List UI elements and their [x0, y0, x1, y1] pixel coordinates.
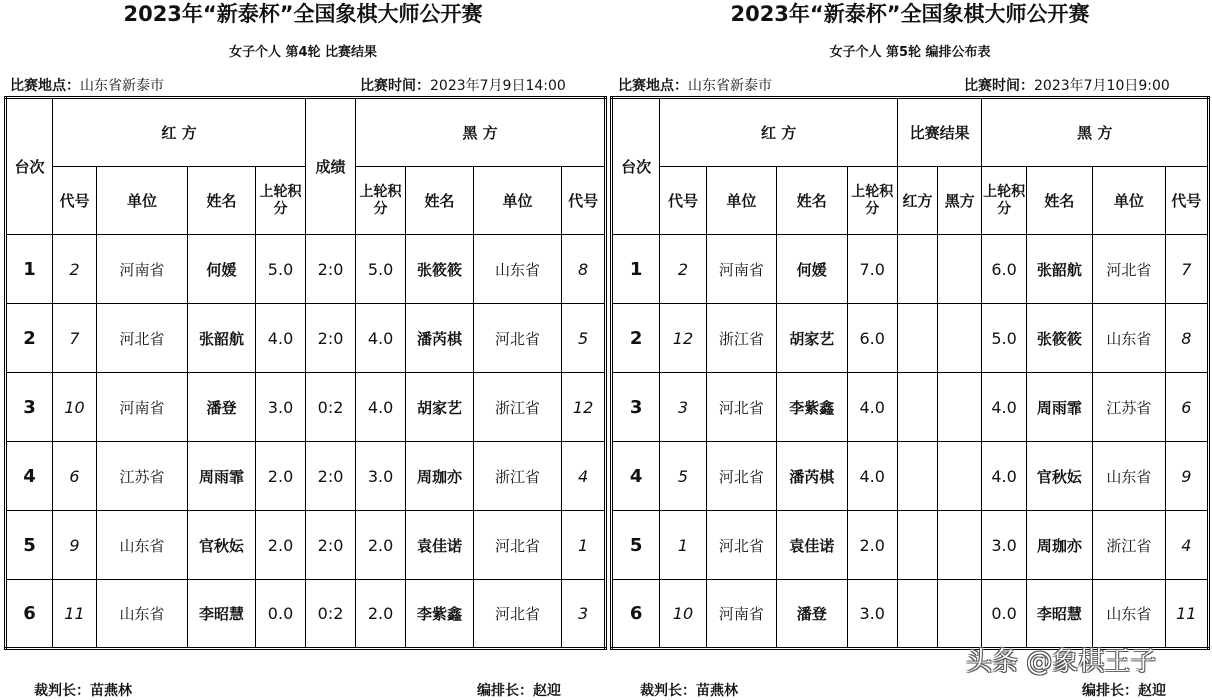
match-result: 2:0 — [306, 511, 356, 580]
black-code: 8 — [562, 235, 606, 304]
red-name: 官秋妘 — [188, 511, 256, 580]
venue-line — [618, 75, 772, 95]
venue-value: 山东省新泰市 — [80, 78, 164, 94]
header-result-black: 黑方 — [938, 167, 982, 235]
red-unit: 河南省 — [706, 580, 776, 649]
result-red-blank — [897, 511, 937, 580]
red-code: 2 — [660, 235, 706, 304]
chief-arranger: 编排长：赵迎 — [1082, 683, 1166, 699]
match-result: 0:2 — [306, 373, 356, 442]
black-prev-score: 3.0 — [356, 442, 406, 511]
red-name: 李紫鑫 — [777, 373, 847, 442]
black-name: 胡家艺 — [406, 373, 474, 442]
result-black-blank — [938, 442, 982, 511]
red-code: 5 — [660, 442, 706, 511]
table-number: 6 — [6, 580, 53, 649]
red-unit: 江苏省 — [97, 442, 188, 511]
red-prev-score: 3.0 — [256, 373, 306, 442]
table-number: 4 — [6, 442, 53, 511]
red-unit: 河北省 — [706, 511, 776, 580]
header-black-prev-score: 上轮积分 — [356, 167, 406, 235]
red-prev-score: 0.0 — [256, 580, 306, 649]
red-prev-score: 4.0 — [847, 373, 897, 442]
table-row — [6, 442, 606, 511]
result-black-blank — [938, 580, 982, 649]
black-prev-score: 4.0 — [982, 442, 1026, 511]
red-code: 3 — [660, 373, 706, 442]
black-name: 袁佳诺 — [406, 511, 474, 580]
table-number: 3 — [6, 373, 53, 442]
red-prev-score: 7.0 — [847, 235, 897, 304]
red-unit: 山东省 — [97, 580, 188, 649]
table-row — [6, 580, 606, 649]
match-result: 2:0 — [306, 442, 356, 511]
result-red-blank — [897, 235, 937, 304]
table-row — [612, 373, 1209, 442]
table-number: 2 — [612, 304, 660, 373]
black-prev-score: 6.0 — [982, 235, 1026, 304]
black-name: 潘芮棋 — [406, 304, 474, 373]
result-red-blank — [897, 304, 937, 373]
header-black-side: 黑 方 — [982, 98, 1209, 167]
header-black-side: 黑 方 — [356, 98, 606, 167]
chief-judge: 裁判长：苗燕林 — [34, 683, 132, 699]
black-code: 11 — [1165, 580, 1208, 649]
tournament-title: 2023年“新泰杯”全国象棋大师公开赛 — [123, 2, 483, 26]
header-red-side: 红 方 — [53, 98, 306, 167]
table-row — [612, 511, 1209, 580]
red-code: 9 — [53, 511, 97, 580]
table-number: 5 — [612, 511, 660, 580]
red-name: 张韶航 — [188, 304, 256, 373]
header-red-name: 姓名 — [188, 167, 256, 235]
table-row — [612, 442, 1209, 511]
black-name: 李昭慧 — [1026, 580, 1092, 649]
black-code: 5 — [562, 304, 606, 373]
black-unit: 山东省 — [1093, 580, 1165, 649]
black-code: 1 — [562, 511, 606, 580]
red-unit: 河北省 — [97, 304, 188, 373]
table-row — [612, 304, 1209, 373]
header-black-unit: 单位 — [474, 167, 562, 235]
time-label: 比赛时间： — [964, 78, 1034, 94]
black-prev-score: 2.0 — [356, 580, 406, 649]
red-prev-score: 2.0 — [847, 511, 897, 580]
table-row — [6, 511, 606, 580]
result-red-blank — [897, 442, 937, 511]
red-prev-score: 2.0 — [256, 511, 306, 580]
red-unit: 河南省 — [97, 373, 188, 442]
sheet-subtitle: 女子个人 第4轮 比赛结果 — [228, 45, 378, 60]
red-unit: 河北省 — [706, 442, 776, 511]
black-unit: 河北省 — [474, 580, 562, 649]
black-prev-score: 4.0 — [356, 373, 406, 442]
black-unit: 河北省 — [1093, 235, 1165, 304]
table-row — [6, 235, 606, 304]
black-prev-score: 2.0 — [356, 511, 406, 580]
red-name: 袁佳诺 — [777, 511, 847, 580]
red-prev-score: 6.0 — [847, 304, 897, 373]
table-row — [612, 235, 1209, 304]
black-prev-score: 4.0 — [982, 373, 1026, 442]
black-code: 7 — [1165, 235, 1208, 304]
black-prev-score: 4.0 — [356, 304, 406, 373]
red-unit: 山东省 — [97, 511, 188, 580]
header-red-unit: 单位 — [97, 167, 188, 235]
table-number: 4 — [612, 442, 660, 511]
match-result: 2:0 — [306, 304, 356, 373]
red-prev-score: 4.0 — [847, 442, 897, 511]
header-match-result: 比赛结果 — [897, 98, 982, 167]
black-unit: 河北省 — [474, 511, 562, 580]
black-code: 3 — [562, 580, 606, 649]
table-number: 2 — [6, 304, 53, 373]
red-name: 周雨霏 — [188, 442, 256, 511]
black-prev-score: 5.0 — [356, 235, 406, 304]
black-unit: 山东省 — [1093, 304, 1165, 373]
venue-line — [10, 75, 164, 95]
black-unit: 河北省 — [474, 304, 562, 373]
time-value: 2023年7月10日9:00 — [1034, 78, 1170, 94]
header-red-side: 红 方 — [660, 98, 898, 167]
red-name: 潘登 — [188, 373, 256, 442]
time-label: 比赛时间： — [360, 78, 430, 94]
header-red-prev-score: 上轮积分 — [256, 167, 306, 235]
black-name: 周雨霏 — [1026, 373, 1092, 442]
header-result: 成绩 — [306, 98, 356, 235]
result-black-blank — [938, 511, 982, 580]
time-line — [360, 75, 566, 95]
red-name: 李昭慧 — [188, 580, 256, 649]
red-name: 何媛 — [777, 235, 847, 304]
header-red-unit: 单位 — [706, 167, 776, 235]
black-name: 周珈亦 — [1026, 511, 1092, 580]
red-prev-score: 2.0 — [256, 442, 306, 511]
table-number: 1 — [6, 235, 53, 304]
red-code: 6 — [53, 442, 97, 511]
black-code: 4 — [1165, 511, 1208, 580]
result-black-blank — [938, 373, 982, 442]
red-unit: 河南省 — [97, 235, 188, 304]
black-name: 周珈亦 — [406, 442, 474, 511]
header-black-prev-score: 上轮积分 — [982, 167, 1026, 235]
header-red-prev-score: 上轮积分 — [847, 167, 897, 235]
header-table-no: 台次 — [612, 98, 660, 235]
venue-label: 比赛地点： — [618, 78, 688, 94]
red-name: 何媛 — [188, 235, 256, 304]
black-unit: 江苏省 — [1093, 373, 1165, 442]
black-name: 张筱筱 — [1026, 304, 1092, 373]
black-unit: 山东省 — [474, 235, 562, 304]
red-name: 潘登 — [777, 580, 847, 649]
black-prev-score: 0.0 — [982, 580, 1026, 649]
black-prev-score: 5.0 — [982, 304, 1026, 373]
table-row — [6, 373, 606, 442]
red-prev-score: 4.0 — [256, 304, 306, 373]
red-prev-score: 5.0 — [256, 235, 306, 304]
black-code: 4 — [562, 442, 606, 511]
table-number: 5 — [6, 511, 53, 580]
table-number: 6 — [612, 580, 660, 649]
black-unit: 浙江省 — [474, 373, 562, 442]
table-row — [6, 304, 606, 373]
red-code: 1 — [660, 511, 706, 580]
match-result: 0:2 — [306, 580, 356, 649]
pairing-table — [610, 96, 1210, 650]
red-code: 10 — [660, 580, 706, 649]
red-prev-score: 3.0 — [847, 580, 897, 649]
table-row — [612, 580, 1209, 649]
header-black-code: 代号 — [562, 167, 606, 235]
red-unit: 河北省 — [706, 373, 776, 442]
header-black-code: 代号 — [1165, 167, 1208, 235]
venue-value: 山东省新泰市 — [688, 78, 772, 94]
result-red-blank — [897, 373, 937, 442]
black-name: 李紫鑫 — [406, 580, 474, 649]
red-name: 胡家艺 — [777, 304, 847, 373]
header-black-unit: 单位 — [1093, 167, 1165, 235]
chief-arranger: 编排长：赵迎 — [477, 683, 561, 699]
header-table-no: 台次 — [6, 98, 53, 235]
red-unit: 河南省 — [706, 235, 776, 304]
table-number: 3 — [612, 373, 660, 442]
sheet-subtitle: 女子个人 第5轮 编排公布表 — [829, 45, 991, 60]
red-code: 10 — [53, 373, 97, 442]
header-result-red: 红方 — [897, 167, 937, 235]
header-black-name: 姓名 — [1026, 167, 1092, 235]
red-code: 12 — [660, 304, 706, 373]
header-black-name: 姓名 — [406, 167, 474, 235]
red-code: 7 — [53, 304, 97, 373]
match-result: 2:0 — [306, 235, 356, 304]
venue-label: 比赛地点： — [10, 78, 80, 94]
black-unit: 山东省 — [1093, 442, 1165, 511]
watermark-text: 头条 @象棋王子 — [966, 647, 1157, 677]
result-black-blank — [938, 235, 982, 304]
black-code: 8 — [1165, 304, 1208, 373]
black-code: 6 — [1165, 373, 1208, 442]
time-line — [964, 75, 1170, 95]
header-red-code: 代号 — [660, 167, 706, 235]
red-unit: 浙江省 — [706, 304, 776, 373]
black-code: 9 — [1165, 442, 1208, 511]
header-red-code: 代号 — [53, 167, 97, 235]
red-code: 2 — [53, 235, 97, 304]
black-code: 12 — [562, 373, 606, 442]
black-name: 张筱筱 — [406, 235, 474, 304]
black-prev-score: 3.0 — [982, 511, 1026, 580]
black-name: 张韶航 — [1026, 235, 1092, 304]
header-red-name: 姓名 — [777, 167, 847, 235]
tournament-title: 2023年“新泰杯”全国象棋大师公开赛 — [730, 2, 1090, 26]
red-code: 11 — [53, 580, 97, 649]
results-table — [4, 96, 607, 650]
black-unit: 浙江省 — [474, 442, 562, 511]
red-name: 潘芮棋 — [777, 442, 847, 511]
black-unit: 浙江省 — [1093, 511, 1165, 580]
black-name: 官秋妘 — [1026, 442, 1092, 511]
time-value: 2023年7月9日14:00 — [430, 78, 566, 94]
result-red-blank — [897, 580, 937, 649]
result-black-blank — [938, 304, 982, 373]
chief-judge: 裁判长：苗燕林 — [640, 683, 738, 699]
table-number: 1 — [612, 235, 660, 304]
